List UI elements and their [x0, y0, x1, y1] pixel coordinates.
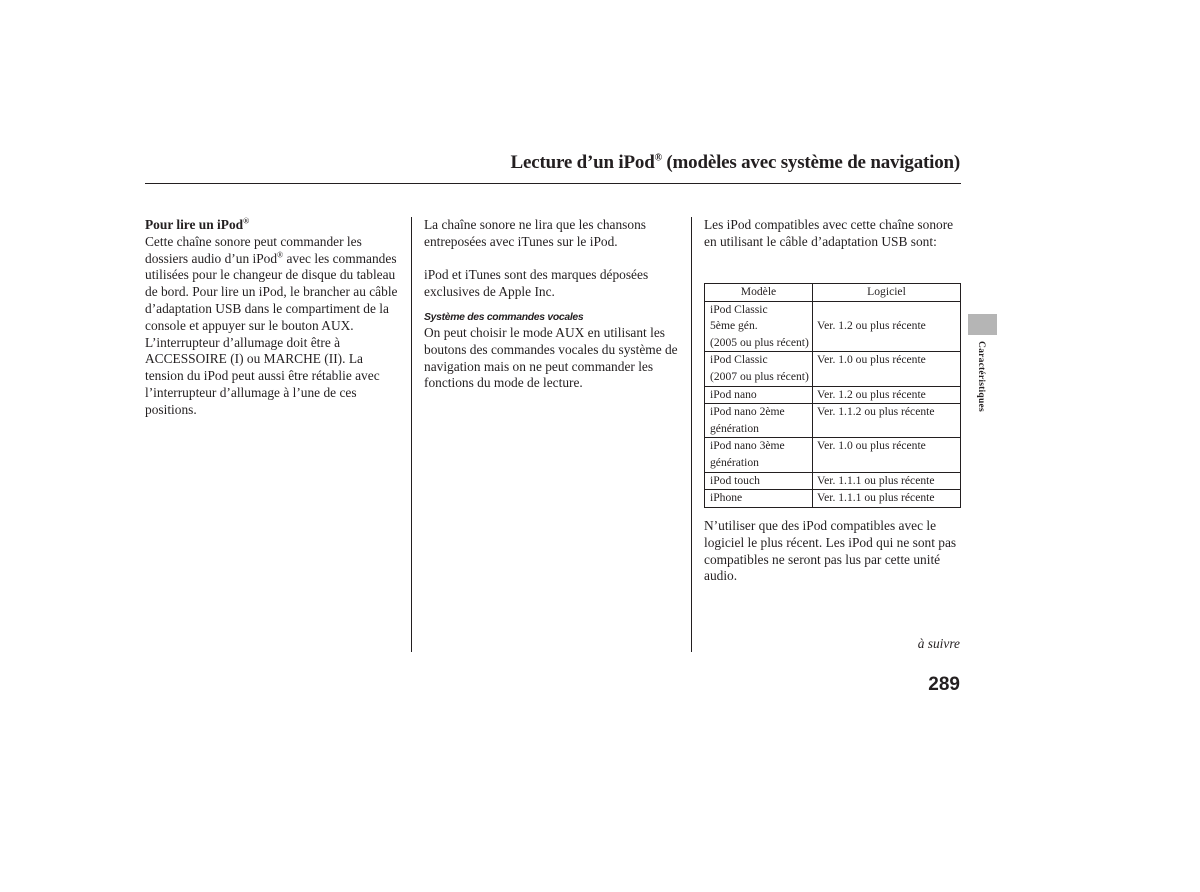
section-heading — [145, 217, 403, 234]
column-divider — [411, 217, 412, 652]
voice-commands-heading: Système des commandes vocales — [424, 311, 584, 323]
table-row — [705, 490, 961, 508]
model-cell — [705, 352, 813, 386]
model-cell — [705, 301, 813, 352]
table-row — [705, 386, 961, 404]
column-left — [145, 217, 403, 419]
table-row — [705, 472, 961, 490]
model-cell-line: génération — [710, 421, 759, 435]
page-number: 289 — [928, 674, 960, 695]
table-header-row — [705, 284, 961, 302]
table-row — [705, 438, 961, 472]
table-row — [705, 352, 961, 386]
software-version-cell: Ver. 1.1.1 ou plus récente — [813, 490, 961, 508]
column-middle — [424, 217, 686, 392]
model-cell-line: iPhone — [710, 491, 743, 505]
table-row — [705, 404, 961, 438]
continued-label: à suivre — [917, 636, 960, 651]
column-header-software: Logiciel — [813, 284, 961, 302]
section-tab — [968, 314, 997, 335]
page-title-prefix: Lecture d’un iPod — [510, 152, 655, 173]
model-cell-line: (2007 ou plus récent) — [710, 369, 809, 383]
model-cell — [705, 404, 813, 438]
table-row — [705, 301, 961, 352]
software-version-cell: Ver. 1.1.1 ou plus récente — [813, 472, 961, 490]
compatibility-table — [704, 283, 961, 508]
section-heading-text: Pour lire un iPod — [145, 217, 244, 232]
model-cell-line: iPod touch — [710, 473, 760, 487]
body-paragraph — [145, 234, 403, 419]
software-version-cell: Ver. 1.0 ou plus récente — [813, 438, 961, 472]
title-divider — [145, 183, 961, 184]
model-cell-line: iPod nano — [710, 387, 757, 401]
body-text-b: avec les commandes utilisées pour le changeur de disque du tableau de bord. Pour lire un iPod, le brancher au câble d’adaptation USB dans le compartiment de la console et appuyer sur le bouton AUX. L’interrupteur d’allumage doit être à ACCESSOIRE (I) ou MARCHE (II). La tension du iPod peut aussi être rétablie avec l’interrupteur d’allumage à l’une de ces positions. — [145, 250, 398, 417]
page-title-suffix: (modèles avec système de navigation) — [661, 152, 960, 173]
model-cell — [705, 438, 813, 472]
compatible-intro: Les iPod compatibles avec cette chaîne sonore en utilisant le câble d’adaptation USB sont: — [704, 217, 954, 249]
compatibility-note: N’utiliser que des iPod compatibles avec le logiciel le plus récent. Les iPod qui ne sont pas compatibles ne seront pas lus par cette unité audio. — [704, 518, 957, 584]
model-cell — [705, 490, 813, 508]
model-cell-line: (2005 ou plus récent) — [710, 335, 809, 349]
model-cell-line: iPod Classic — [710, 302, 768, 316]
model-cell-line: iPod nano 3ème — [710, 439, 785, 453]
model-cell-line: iPod nano 2ème — [710, 405, 785, 419]
column-right — [704, 217, 966, 251]
table-body — [705, 301, 961, 507]
body-text-a: Cette chaîne sonore peut commander les dossiers audio d’un iPod — [145, 233, 362, 266]
software-version-cell: Ver. 1.1.2 ou plus récente — [813, 404, 961, 438]
software-version-cell: Ver. 1.2 ou plus récente — [813, 301, 961, 352]
trademark-paragraph: iPod et iTunes sont des marques déposées exclusives de Apple Inc. — [424, 267, 649, 300]
registered-mark: ® — [654, 152, 662, 164]
voice-commands-paragraph: On peut choisir le mode AUX en utilisant les boutons des commandes vocales du système de navigation mais on ne peut commander les fonctions du mode de lecture. — [424, 324, 678, 391]
column-divider — [691, 217, 692, 652]
software-version-cell: Ver. 1.0 ou plus récente — [813, 352, 961, 386]
section-tab-label: Caractéristiques — [976, 341, 987, 412]
model-cell-line: iPod Classic — [710, 353, 768, 367]
software-version-cell: Ver. 1.2 ou plus récente — [813, 386, 961, 404]
page-title — [511, 152, 960, 174]
model-cell-line: 5ème gén. — [710, 319, 758, 333]
model-cell — [705, 472, 813, 490]
model-cell-line: génération — [710, 455, 759, 469]
column-header-model: Modèle — [705, 284, 813, 302]
registered-mark: ® — [243, 216, 250, 226]
model-cell — [705, 386, 813, 404]
registered-mark: ® — [277, 250, 284, 260]
itunes-paragraph: La chaîne sonore ne lira que les chansons entreposées avec iTunes sur le iPod. — [424, 217, 646, 249]
